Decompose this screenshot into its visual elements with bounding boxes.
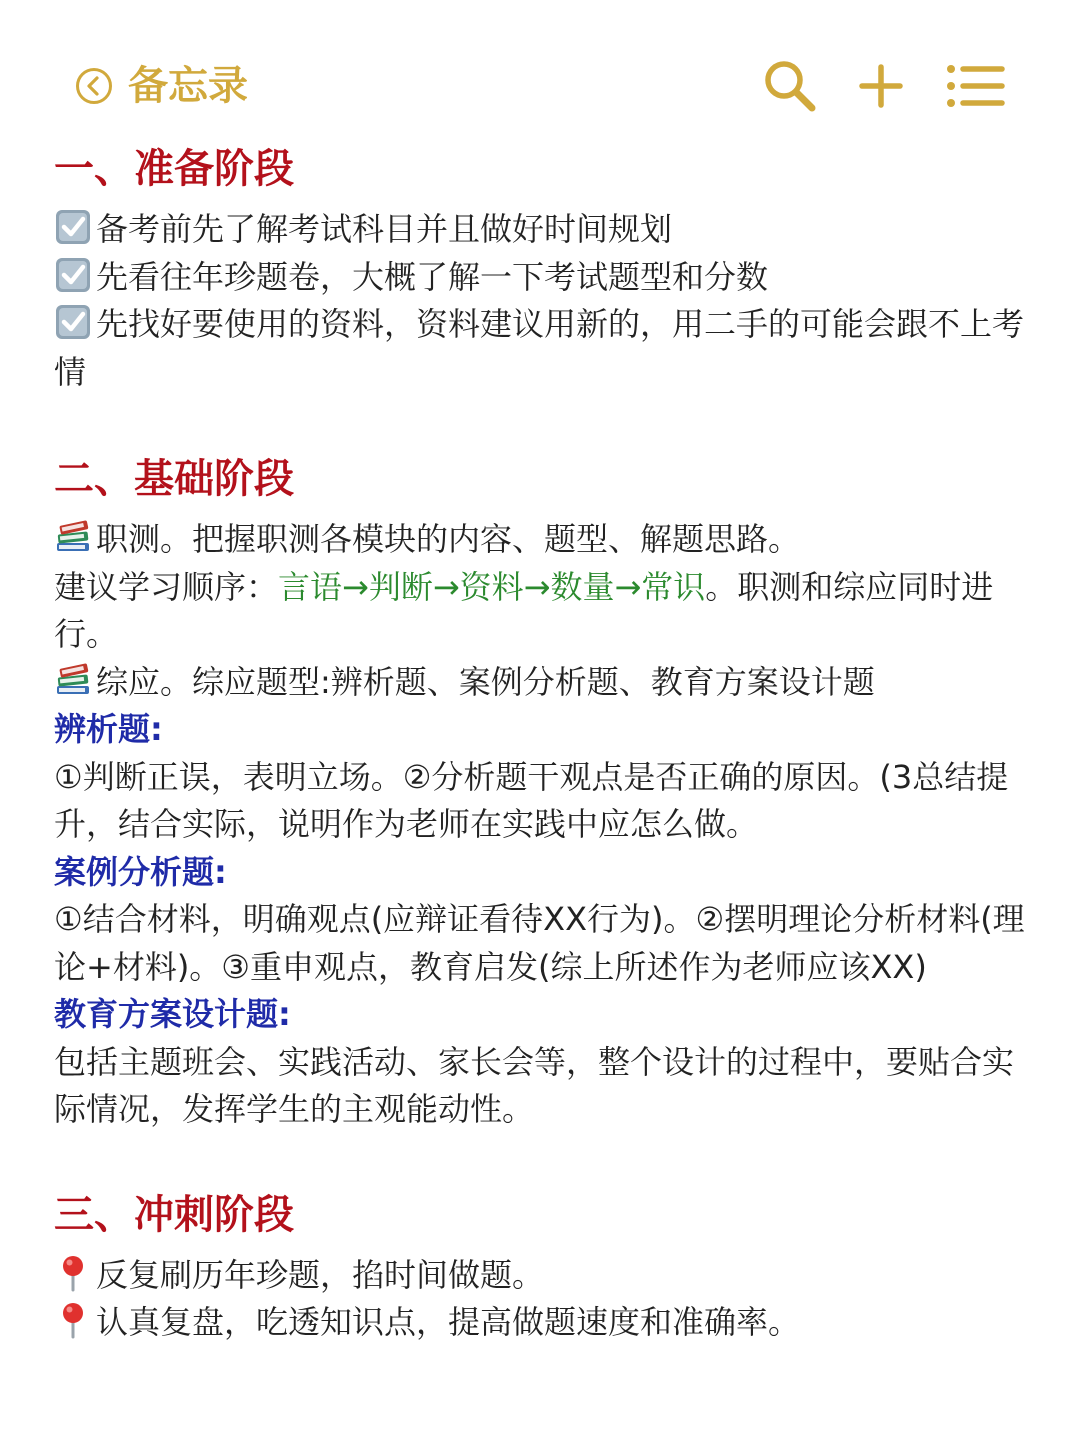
section-foundation: [54, 450, 1030, 1134]
section-title: 一、准备阶段: [54, 146, 294, 192]
paragraph-zhice: 职测。把握职测各模块的内容、题型、解题思路。: [54, 516, 1030, 564]
books-icon: [54, 661, 92, 699]
books-icon: [54, 518, 92, 556]
section-title: 三、冲刺阶段: [54, 1191, 294, 1238]
paragraph-bianxi: ①判断正误，表明立场。②分析题干观点是否正确的原因。(3总结提升，结合实际，说明作为老师在实践中应怎么做。: [54, 757, 1009, 843]
section-title: 二、基础阶段: [54, 456, 294, 502]
note-body[interactable]: [54, 140, 1030, 1347]
pin-icon: [54, 1254, 92, 1292]
back-circle-icon: [74, 66, 114, 106]
check-box-icon: [54, 303, 92, 341]
list-item: 先找好要使用的资料，资料建议用新的，用二手的可能会跟不上考情: [54, 305, 1025, 391]
back-label: 备忘录: [128, 63, 248, 109]
paragraph-study-order: 建议学习顺序：言语→判断→资料→数量→常识。职测和综应同时进行。: [54, 567, 994, 653]
paragraph-zongying: 综应。综应题型:辨析题、案例分析题、教育方案设计题: [54, 659, 1030, 707]
back-button[interactable]: [74, 62, 248, 110]
list-item: 认真复盘，吃透知识点，提高做题速度和准确率。: [54, 1299, 1030, 1347]
section-prepare: [54, 140, 1030, 396]
study-order-highlight: 言语→判断→资料→数量→常识: [278, 567, 706, 606]
subheading-fangan: 教育方案设计题:: [54, 995, 291, 1033]
paragraph-anli: ①结合材料，明确观点(应辩证看待XX行为)。②摆明理论分析材料(理论+材料)。③重申观点，教育启发(综上所述作为老师应该XX): [54, 900, 1025, 986]
paragraph-fangan: 包括主题班会、实践活动、家长会等，整个设计的过程中，要贴合实际情况，发挥学生的主观能动性。: [54, 1042, 1015, 1128]
check-box-icon: [54, 208, 92, 246]
list-item: 先看往年珍题卷，大概了解一下考试题型和分数: [54, 254, 1030, 302]
search-icon[interactable]: [762, 58, 818, 114]
list-item: 反复刷历年珍题，掐时间做题。: [54, 1252, 1030, 1300]
subheading-anli: 案例分析题:: [54, 852, 227, 891]
top-navigation-bar: [0, 0, 1080, 150]
plus-icon[interactable]: [858, 63, 904, 109]
list-item: 备考前先了解考试科目并且做好时间规划: [54, 206, 1030, 254]
pin-icon: [54, 1301, 92, 1339]
subheading-bianxi: 辨析题:: [54, 710, 163, 748]
toolbar-actions: [762, 58, 1006, 114]
check-box-icon: [54, 256, 92, 294]
section-sprint: [54, 1186, 1030, 1347]
list-icon[interactable]: [946, 63, 1006, 109]
